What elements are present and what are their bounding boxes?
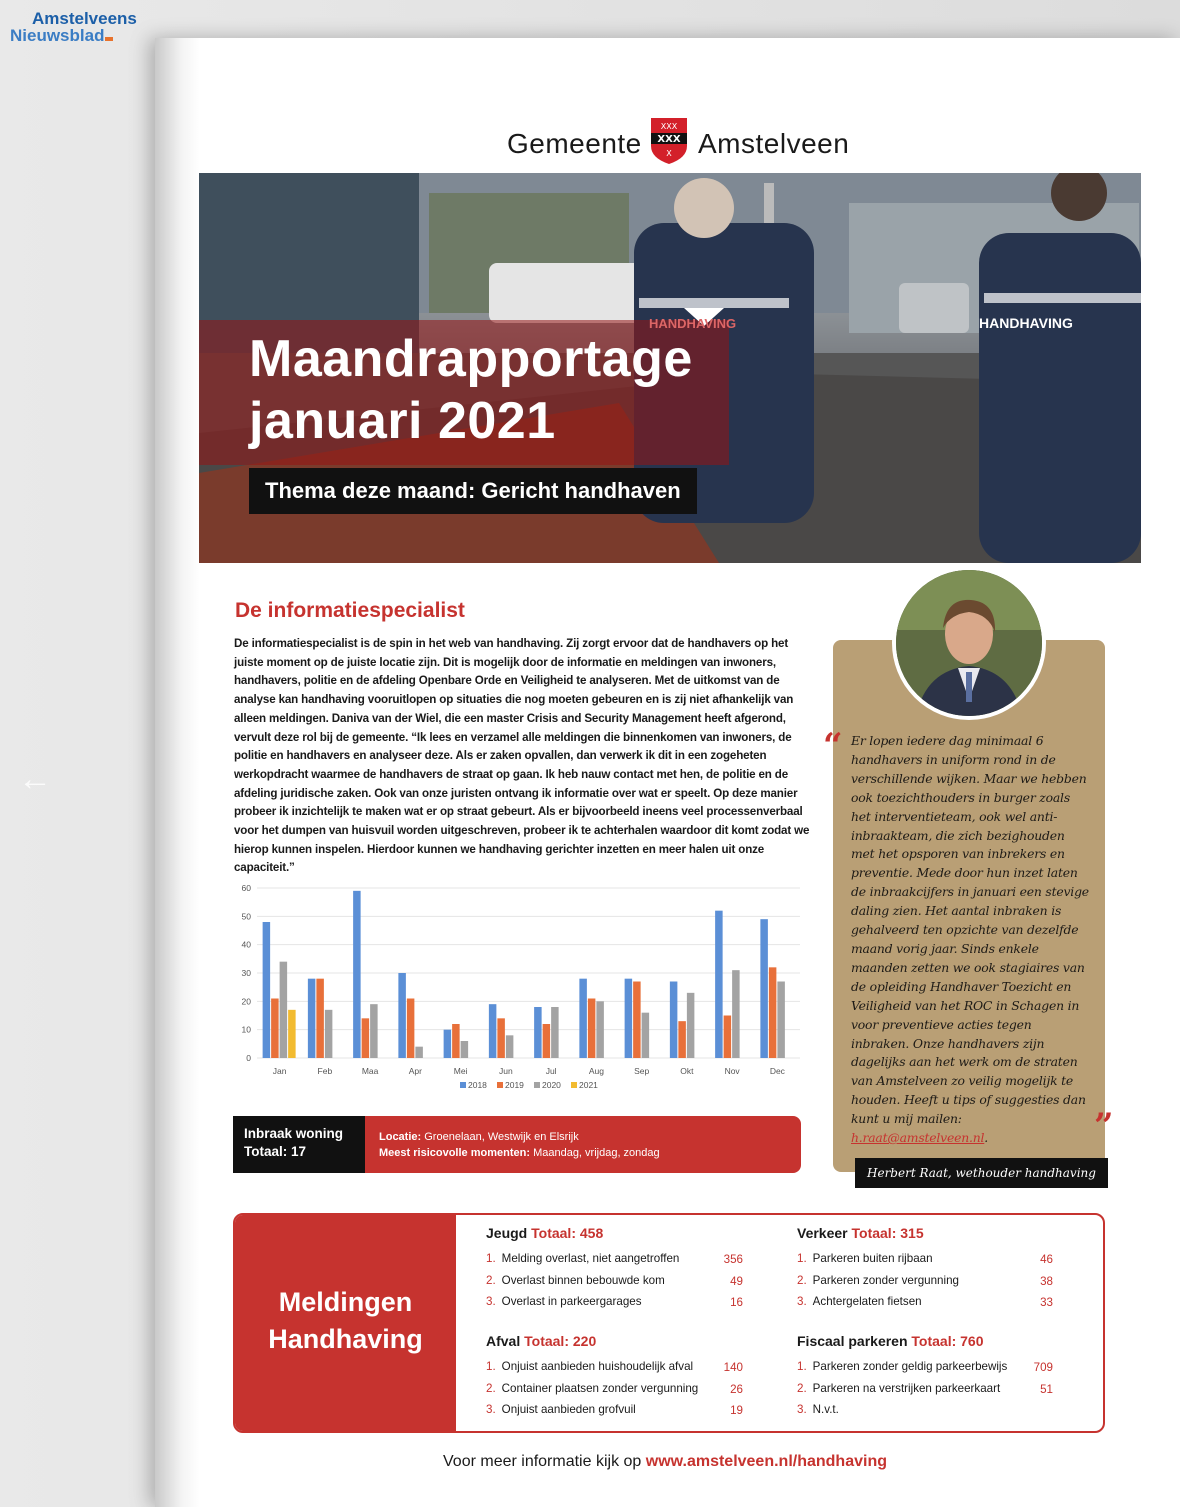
newspaper-page [155,38,1180,1507]
meldingen-list-item [486,1360,693,1373]
chart-bar-2018 [579,979,587,1058]
category-name: Jeugd [486,1225,532,1241]
hero-title-line-2: januari 2021 [249,392,556,450]
chart-x-tick-label: Apr [408,1066,422,1076]
meldingen-list-item [486,1252,679,1265]
meldingen-list-item [486,1274,665,1287]
item-number: 3. [797,1403,807,1416]
chart-bar-2019 [362,1018,370,1058]
item-number: 1. [797,1360,807,1373]
category-total: Totaal: 458 [531,1225,604,1241]
item-label: Onjuist aanbieden grofvuil [501,1403,636,1416]
page-fold-shadow [155,38,200,1507]
chart-legend-label: 2021 [579,1080,598,1090]
chart-bar-2018 [625,979,633,1058]
chart-bar-2018 [263,922,271,1058]
meldingen-list-item [797,1252,933,1265]
chart-y-tick-label: 30 [241,968,251,978]
logo-dot [105,37,113,41]
chart-legend-label: 2019 [505,1080,524,1090]
logo-bottom-text: Nieuwsblad [10,27,137,44]
chart-bar-2019 [769,967,777,1058]
svg-text:XXX: XXX [660,122,678,131]
meldingen-box [233,1213,1105,1433]
chart-legend-swatch [534,1082,540,1088]
footer-link[interactable]: www.amstelveen.nl/handhaving [645,1453,887,1470]
chart-bar-2019 [633,982,641,1059]
chart-x-tick-label: Jul [545,1066,557,1076]
chart-bar-2020 [642,1013,650,1058]
meldingen-category-title [486,1225,603,1241]
chart-bar-2020 [325,1010,333,1058]
header-word-amstelveen: Amstelveen [698,128,850,159]
item-label: Parkeren na verstrijken parkeerkaart [812,1381,1001,1395]
meldingen-list-item [486,1403,636,1416]
chart-bar-2020 [551,1007,559,1058]
chart-x-tick-label: Nov [724,1066,740,1076]
chart-bar-2019 [316,979,324,1058]
meldingen-list-item [797,1382,1000,1395]
chart-bar-2019 [678,1021,686,1058]
chart-bar-2020 [777,982,785,1059]
chart-bar-2018 [534,1007,542,1058]
item-number: 3. [486,1295,496,1308]
chart-y-tick-label: 60 [241,883,251,893]
meldingen-title [235,1215,456,1433]
chart-legend-label: 2020 [542,1080,561,1090]
item-label: Parkeren zonder vergunning [812,1273,959,1287]
chart-bar-2018 [353,891,361,1058]
chart-y-tick-label: 50 [241,911,251,922]
chart-bar-2019 [588,999,596,1059]
inbraak-total-box [233,1116,365,1173]
logo-top-text: Amstelveens [32,9,137,28]
quote-signature: Herbert Raat, wethouder handhaving [855,1158,1108,1188]
chart-legend-swatch [460,1082,466,1088]
chart-bar-2019 [543,1024,551,1058]
chart-bar-2020 [461,1041,469,1058]
chart-x-tick-label: Dec [769,1066,785,1076]
item-label: N.v.t. [812,1403,839,1416]
quote-email-link[interactable]: h.raat@amstelveen.nl [851,1130,985,1146]
item-value: 26 [730,1382,743,1396]
hero-overlay [199,173,1141,563]
chart-legend-swatch [571,1082,577,1088]
meldingen-title-line-2: Handhaving [268,1324,423,1354]
svg-text:X: X [666,149,672,158]
meldingen-list-item [797,1360,1007,1373]
item-number: 3. [797,1295,807,1308]
item-number: 3. [486,1403,496,1416]
item-value: 46 [1040,1253,1053,1266]
vest-label-left: HANDHAVING [649,316,737,331]
chart-x-tick-label: Maa [361,1066,379,1076]
chart-bar-2019 [724,1016,732,1059]
hero-theme-label: Thema deze maand: Gericht handhaven [249,468,697,514]
item-value: 33 [1040,1296,1053,1309]
item-number: 2. [797,1381,807,1395]
item-label: Parkeren buiten rijbaan [812,1252,933,1265]
chart-x-tick-label: Jun [499,1066,513,1076]
item-value: 16 [730,1296,743,1309]
item-value: 19 [730,1404,743,1417]
meldingen-category-title [797,1225,924,1241]
item-label: Container plaatsen zonder vergunning [501,1381,699,1395]
item-label: Onjuist aanbieden huishoudelijk afval [501,1360,694,1373]
article-title: De informatiespecialist [235,599,465,622]
item-value: 38 [1040,1274,1053,1288]
chart-bar-2020 [732,970,740,1058]
category-name: Verkeer [797,1225,852,1241]
meldingen-category-title [797,1333,984,1349]
chart-bar-2020 [370,1004,378,1058]
meldingen-list-item [486,1382,698,1395]
chart-bar-2019 [407,999,415,1059]
portrait-photo [892,566,1046,720]
category-total: Totaal: 315 [851,1225,924,1241]
portrait-illustration [896,570,1042,716]
meldingen-list-item [797,1274,959,1287]
inbraak-summary-bar [233,1116,801,1173]
chart-bar-2019 [452,1024,460,1058]
quote-open-icon: “ [823,726,843,766]
inbraak-details-box [365,1116,801,1173]
item-value: 49 [730,1274,743,1288]
item-value: 51 [1040,1382,1053,1396]
chart-bar-2018 [444,1030,452,1058]
newspaper-logo[interactable] [10,10,137,44]
chart-bar-2020 [687,993,695,1058]
item-label: Overlast in parkeergarages [501,1295,642,1308]
item-label: Achtergelaten fietsen [812,1295,922,1308]
category-total: Totaal: 220 [524,1333,597,1349]
hero-title [249,328,693,452]
category-name: Fiscaal parkeren [797,1333,912,1349]
chart-bar-2020 [415,1047,423,1058]
chart-bar-2019 [497,1018,505,1058]
amstelveen-shield-icon [649,116,689,166]
chart-y-tick-label: 0 [246,1053,251,1063]
chart-x-tick-label: Jan [272,1066,287,1076]
item-value: 140 [723,1361,743,1374]
inbraak-title: Inbraak woning [244,1126,344,1141]
chart-bar-2018 [670,982,678,1059]
quote-text: Er lopen iedere dag minimaal 6 handhavers in uniform rond in de verschillende wijken. Maar we hebben ook toezichthouders in burger zoals het interventieteam, ook wel anti-inbraakteam, die zich bezighouden met het opsporen van inbrekers en preventie. Mede door hun inzet laten de inbraakcijfers in januari een stevige daling zien. Het aantal inbraken is gehalveerd ten opzichte van dezelfde maand vorig jaar. Sinds enkele maanden zetten we ook stagiaires van de opleiding Handhaver Toezicht en Veiligheid van het ROC in Schagen in voor preventieve acties tegen inbraken. Onze handhavers zijn dagelijks aan het werk om de straten van Amstelveen zo veilig mogelijk te houden. Heeft u tips of suggesties dan kunt u mij mailen: h.raat@amstelveen.nl. [851,733,1089,1146]
gemeente-header [507,122,851,166]
chart-bar-2020 [280,962,288,1058]
item-number: 2. [797,1273,807,1287]
item-number: 2. [486,1381,496,1395]
meldingen-category-title [486,1333,596,1349]
inbraak-locatie: Locatie: Groenelaan, Westwijk en Elsrijk [379,1131,579,1143]
chart-bar-2018 [489,1004,497,1058]
chart-x-tick-label: Okt [680,1066,694,1076]
item-number: 2. [486,1273,496,1287]
chart-y-tick-label: 40 [241,939,251,950]
meldingen-list-item [797,1295,922,1308]
chart-y-tick-label: 10 [241,1024,251,1035]
svg-text:XXX: XXX [657,134,681,145]
item-value: 356 [723,1253,743,1266]
item-number: 1. [486,1252,496,1265]
chart-x-tick-label: Aug [588,1066,604,1076]
arrow-left-icon[interactable]: ← [18,760,52,798]
footer-info: Voor meer informatie kijk op www.amstelveen.nl/handhaving [443,1453,887,1470]
chart-bar-2021 [288,1010,296,1058]
chart-x-tick-label: Sep [634,1066,650,1076]
meldingen-list-item [486,1295,642,1308]
inbraak-total: Totaal: 17 [244,1144,307,1159]
header-word-gemeente: Gemeente [507,128,642,159]
inbraak-momenten: Meest risicovolle momenten: Maandag, vrijdag, zondag [379,1147,660,1159]
item-label: Parkeren zonder geldig parkeerbewijs [812,1360,1008,1373]
item-label: Overlast binnen bebouwde kom [501,1273,665,1287]
item-number: 1. [797,1252,807,1265]
category-total: Totaal: 760 [911,1333,984,1349]
chart-bar-2018 [760,919,768,1058]
inbraak-bar-chart [235,880,805,1102]
category-name: Afval [486,1333,525,1349]
chart-bar-2020 [596,1001,604,1058]
chart-bar-2019 [271,999,279,1059]
chart-x-tick-label: Mei [453,1066,468,1076]
chart-x-tick-label: Feb [317,1066,333,1076]
item-number: 1. [486,1360,496,1373]
hero-title-line-1: Maandrapportage [249,330,693,388]
quote-close-icon: ” [1094,1106,1114,1146]
chart-bar-2018 [398,973,406,1058]
chart-y-tick-label: 20 [241,996,251,1007]
item-label: Melding overlast, niet aangetroffen [501,1252,680,1265]
chart-bar-2018 [308,979,316,1058]
meldingen-title-line-1: Meldingen [278,1287,413,1317]
chart-legend-swatch [497,1082,503,1088]
meldingen-list-item [797,1403,839,1416]
vest-label-right: HANDHAVING [979,315,1073,331]
item-value: 709 [1033,1361,1053,1374]
chart-bar-2020 [506,1035,514,1058]
article-body: De informatiespecialist is de spin in het web van handhaving. Zij zorgt ervoor dat de handhavers op het juiste moment op de juiste locatie zijn. Dit is mogelijk door de informatie en meldingen van inwoners, handhavers, politie en de afdeling Openbare Orde en Veiligheid te analyseren. Met de uitkomst van de analyse kan handhaving vooruitlopen op situaties die nog moeten gebeuren en is zij niet afhankelijk van alleen meldingen. Daniva van der Wiel, die een master Crisis and Security Management heeft afgerond, vervult deze rol bij de gemeente. “Ik lees en verzamel alle meldingen die binnenkomen van inwoners, de politie en handhavers en analyseer deze. Als er zaken opvallen, dan verwerk ik dit in een zogeheten werkopdracht waarmee de handhavers de straat op gaan. Ik heb nauw contact met hen, de politie en de afdeling juridische zaken. Ook van onze juristen ontvang ik informatie over wat er speelt. Op deze manier probeer ik inzichtelijk te maken wat er op straat gebeurt. Als er bijvoorbeeld ineens veel processenverbaal voor het dumpen van huisvuil worden uitgeschreven, probeer ik te achterhalen waardoor dit komt zodat we hierop kunnen inspelen. Hierdoor kunnen we handhaving gerichter inzetten en meer halen uit onze capaciteit.” [234,637,810,875]
chart-bar-2018 [715,911,723,1058]
chart-legend-label: 2018 [468,1080,487,1090]
